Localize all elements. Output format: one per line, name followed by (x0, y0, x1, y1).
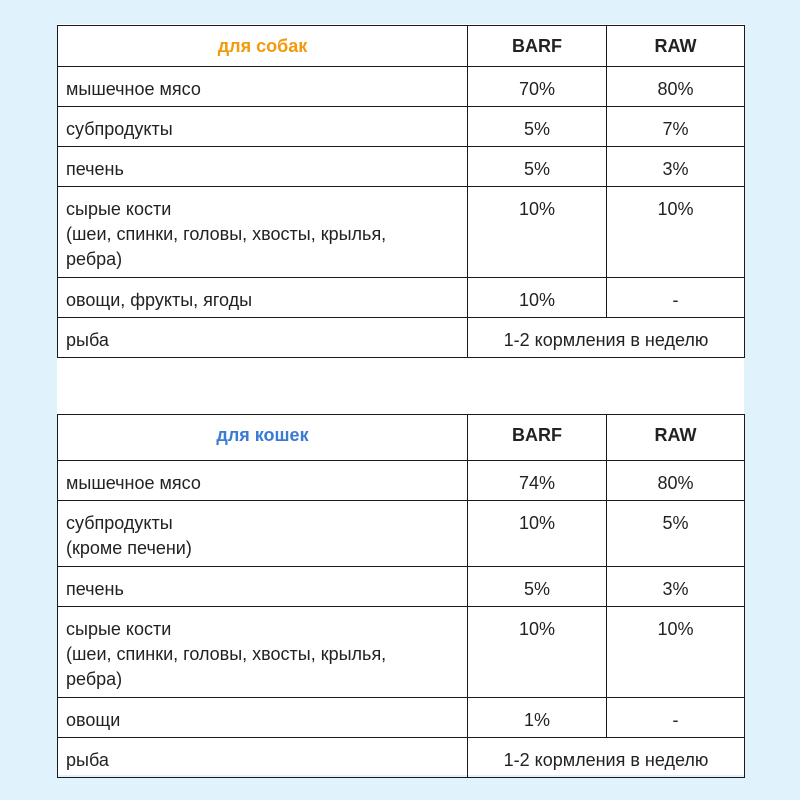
raw-value: 7% (607, 107, 745, 147)
table-row (58, 698, 745, 738)
fish-row-name: рыба (58, 318, 468, 358)
table-row (58, 67, 745, 107)
row-name-line: (шеи, спинки, головы, хвосты, крылья, (66, 224, 387, 244)
table-row (58, 461, 745, 501)
row-name (58, 698, 468, 738)
cats-col-raw: RAW (607, 415, 745, 461)
row-name-line: овощи (66, 710, 121, 730)
table-row (58, 318, 745, 358)
table-row (58, 567, 745, 607)
dogs-panel (57, 24, 744, 413)
barf-value: 10% (468, 501, 607, 567)
raw-value: 3% (607, 567, 745, 607)
row-name-line: субпродукты (66, 119, 173, 139)
row-name-line: (кроме печени) (66, 538, 192, 558)
table-row (58, 107, 745, 147)
row-name (58, 147, 468, 187)
fish-row-value: 1-2 кормления в неделю (468, 738, 745, 778)
barf-value: 74% (468, 461, 607, 501)
row-name (58, 107, 468, 147)
table-row (58, 147, 745, 187)
row-name-line: печень (66, 159, 124, 179)
barf-value: 1% (468, 698, 607, 738)
row-name (58, 278, 468, 318)
barf-value: 5% (468, 107, 607, 147)
raw-value: 10% (607, 607, 745, 698)
row-name (58, 607, 468, 698)
barf-value: 70% (468, 67, 607, 107)
barf-value: 10% (468, 607, 607, 698)
row-name (58, 67, 468, 107)
table-row (58, 501, 745, 567)
table-row (58, 738, 745, 778)
barf-value: 5% (468, 147, 607, 187)
barf-value: 10% (468, 278, 607, 318)
row-name-line: субпродукты (66, 513, 173, 533)
cats-col-barf: BARF (468, 415, 607, 461)
row-name-line: мышечное мясо (66, 473, 201, 493)
row-name-line: овощи, фрукты, ягоды (66, 290, 253, 310)
row-name-line: ребра) (66, 249, 123, 269)
row-name (58, 461, 468, 501)
dogs-col-raw: RAW (607, 26, 745, 67)
row-name (58, 187, 468, 278)
table-row (58, 607, 745, 698)
raw-value: 3% (607, 147, 745, 187)
row-name-line: сырые кости (66, 199, 172, 219)
cats-panel (57, 413, 744, 775)
cats-table-title: для кошек (58, 415, 468, 461)
row-name-line: сырые кости (66, 619, 172, 639)
row-name (58, 567, 468, 607)
row-name (58, 501, 468, 567)
fish-row-name: рыба (58, 738, 468, 778)
raw-value: 10% (607, 187, 745, 278)
row-name-line: ребра) (66, 669, 123, 689)
table-row (58, 187, 745, 278)
dogs-table-title: для собак (58, 26, 468, 67)
row-name-line: (шеи, спинки, головы, хвосты, крылья, (66, 644, 387, 664)
row-name-line: печень (66, 579, 124, 599)
raw-value: - (607, 698, 745, 738)
cats-table (57, 414, 745, 778)
raw-value: - (607, 278, 745, 318)
dogs-table (57, 25, 745, 358)
table-row (58, 278, 745, 318)
raw-value: 80% (607, 461, 745, 501)
raw-value: 80% (607, 67, 745, 107)
row-name-line: мышечное мясо (66, 79, 201, 99)
dogs-col-barf: BARF (468, 26, 607, 67)
barf-value: 5% (468, 567, 607, 607)
cats-header-row (58, 415, 745, 461)
dogs-header-row (58, 26, 745, 67)
fish-row-value: 1-2 кормления в неделю (468, 318, 745, 358)
raw-value: 5% (607, 501, 745, 567)
barf-value: 10% (468, 187, 607, 278)
